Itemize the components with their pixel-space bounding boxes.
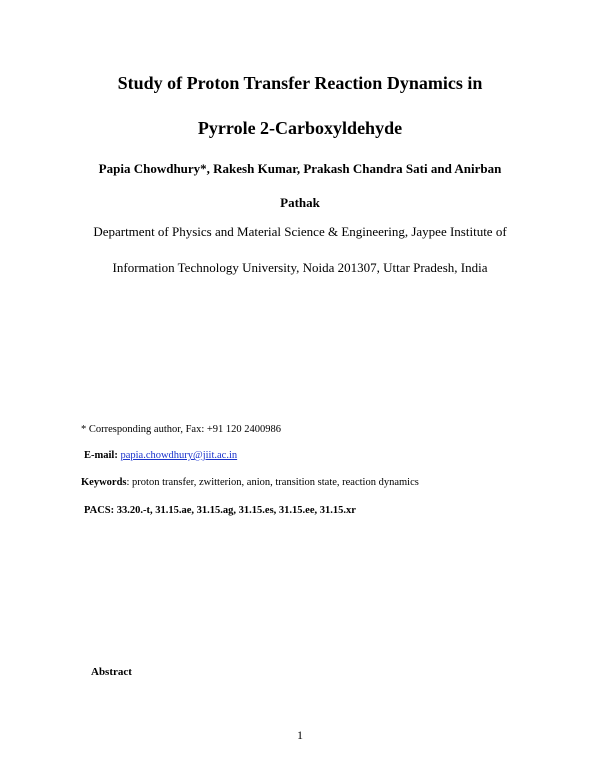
page-number: 1	[297, 728, 303, 742]
corresponding-author-note: * Corresponding author, Fax: +91 120 2400986	[81, 424, 282, 435]
email-link[interactable]: papia.chowdhury@jiit.ac.in	[120, 450, 238, 461]
pacs-codes: PACS: 33.20.-t, 31.15.ae, 31.15.ag, 31.15.es, 31.15.ee, 31.15.xr	[84, 505, 356, 516]
affiliation-line-1: Department of Physics and Material Science & Engineering, Jaypee Institute of	[93, 224, 507, 239]
email-label: E-mail:	[84, 450, 118, 461]
abstract-heading: Abstract	[91, 666, 132, 678]
affiliation-line-2: Information Technology University, Noida 201307, Uttar Pradesh, India	[112, 260, 488, 275]
email-line	[84, 450, 237, 461]
paper-title-line-2: Pyrrole 2-Carboxyldehyde	[197, 118, 403, 138]
keywords-label: Keywords	[81, 477, 127, 488]
paper-title-line-1: Study of Proton Transfer Reaction Dynamics in	[117, 73, 483, 93]
keywords-line	[81, 477, 419, 488]
author-list-line-2: Pathak	[280, 195, 320, 210]
author-list-line-1: Papia Chowdhury*, Rakesh Kumar, Prakash Chandra Sati and Anirban	[98, 161, 502, 176]
keywords-text: : proton transfer, zwitterion, anion, transition state, reaction dynamics	[126, 477, 419, 488]
